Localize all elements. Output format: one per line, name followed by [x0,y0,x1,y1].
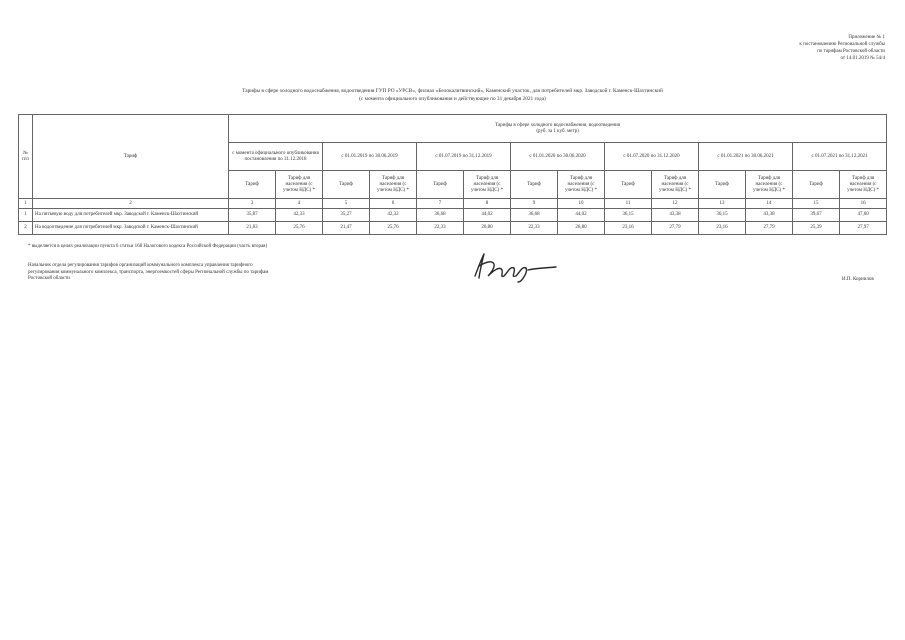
cell-value: 27,79 [652,222,699,235]
cell-value: 27,97 [840,222,887,235]
period-header: с момента официального опубликования постановления по 31.12.2018 [229,143,323,171]
subheader-tariff: Тариф [605,171,652,199]
column-number: 2 [33,199,229,209]
subheader-tariff: Тариф [229,171,276,199]
period-header: с 01.01.2020 по 30.06.2020 [511,143,605,171]
position-line: Ростовской области [28,276,70,281]
cell-value: 22,33 [417,222,464,235]
cell-value: 25,39 [793,222,840,235]
cell-value: 42,32 [370,209,417,222]
cell-value: 36,68 [417,209,464,222]
column-number: 3 [229,199,276,209]
subheader-tariff: Тариф [699,171,746,199]
subheader-tariff: Тариф [417,171,464,199]
column-number: 5 [323,199,370,209]
appendix-line: по тарифам Ростовской области [817,49,885,54]
subheader-population: Тариф для населения (с учетом НДС) * [746,171,793,199]
column-number: 14 [746,199,793,209]
cell-value: 26,80 [558,222,605,235]
cell-value: 21,47 [323,222,370,235]
header-group-unit: (руб. за 1 куб. метр) [536,128,579,134]
position-line: Начальник отдела регулирования тарифов организаций коммунального комплекса управления тарифного [28,263,253,268]
cell-value: 43,38 [746,209,793,222]
cell-value: 44,02 [558,209,605,222]
cell-value: 36,15 [605,209,652,222]
subheader-tariff: Тариф [323,171,370,199]
cell-value: 21,83 [229,222,276,235]
cell-value: 36,68 [511,209,558,222]
title-line: Тарифы в сфере холодного водоснабжения, водоотведения ГУП РО «УРСВ», филиал «Белокалитвинский», Каменский участок, для потребителей мкр. Заводской г. Каменск-Шахтинский [242,88,663,94]
subheader-population: Тариф для населения (с учетом НДС) * [840,171,887,199]
signature-image [470,248,560,284]
column-number: 16 [840,199,887,209]
cell-value: 25,76 [276,222,323,235]
row-number: 1 [19,209,33,222]
cell-value: 44,02 [464,209,511,222]
row-name: На питьевую воду для потребителей мкр. Заводской г. Каменск-Шахтинский [33,209,229,222]
column-number: 11 [605,199,652,209]
signer-name: И.П. Корнилов [842,277,874,282]
cell-value: 43,38 [652,209,699,222]
column-number: 1 [19,199,33,209]
appendix-line: к постановлению Региональной службы [799,42,885,47]
table-row [19,209,887,222]
subheader-population: Тариф для населения (с учетом НДС) * [464,171,511,199]
column-number: 9 [511,199,558,209]
cell-value: 35,27 [323,209,370,222]
cell-value: 39,67 [793,209,840,222]
position-line: регулирования коммунального комплекса, транспорта, энергоемкостей сферы Региональной службы по тарифам [28,269,269,275]
footnote: * выделяется в целях реализации пункта 6 статьи 168 Налогового кодекса Российской Федерации (часть вторая) [28,244,268,249]
cell-value: 42,33 [276,209,323,222]
cell-value: 23,16 [699,222,746,235]
document-title [150,87,755,103]
column-number: 15 [793,199,840,209]
cell-value: 22,33 [511,222,558,235]
column-number: 13 [699,199,746,209]
header-tariff: Тариф [33,115,229,199]
subheader-population: Тариф для населения (с учетом НДС) * [558,171,605,199]
subheader-tariff: Тариф [511,171,558,199]
row-number: 2 [19,222,33,235]
subheader-population: Тариф для населения (с учетом НДС) * [276,171,323,199]
subheader-tariff: Тариф [793,171,840,199]
column-number: 8 [464,199,511,209]
appendix-line: Приложение № 1 [848,35,885,40]
period-header: с 01.01.2021 по 30.06.2021 [699,143,793,171]
column-number: 6 [370,199,417,209]
column-number: 10 [558,199,605,209]
title-line: (с момента официального опубликования и действующие по 31 декабря 2021 года) [359,96,546,102]
header-num: № п/п [19,115,33,199]
period-header: с 01.07.2019 по 31.12.2019 [417,143,511,171]
cell-value: 23,16 [605,222,652,235]
tariff-table [18,114,887,235]
column-number: 4 [276,199,323,209]
period-header: с 01.07.2021 по 31.12.2021 [793,143,887,171]
column-number: 7 [417,199,464,209]
cell-value: 35,87 [229,209,276,222]
appendix-line: от 14.01.2019 № 54/4 [840,56,885,61]
cell-value: 26,80 [464,222,511,235]
row-name: На водоотведение для потребителей мкр. Заводской г. Каменск-Шахтинский [33,222,229,235]
column-number: 12 [652,199,699,209]
cell-value: 47,60 [840,209,887,222]
cell-value: 25,76 [370,222,417,235]
subheader-population: Тариф для населения (с учетом НДС) * [370,171,417,199]
appendix-note [799,34,885,62]
official-position [28,263,338,283]
cell-value: 36,15 [699,209,746,222]
period-header: с 01.01.2019 по 30.06.2019 [323,143,417,171]
header-group [229,115,887,143]
cell-value: 27,79 [746,222,793,235]
subheader-population: Тариф для населения (с учетом НДС) * [652,171,699,199]
header-group-title: Тарифы в сфере холодного водоснабжения, водоотведения [495,122,621,128]
period-header: с 01.07.2020 по 31.12.2020 [605,143,699,171]
table-row [19,222,887,235]
